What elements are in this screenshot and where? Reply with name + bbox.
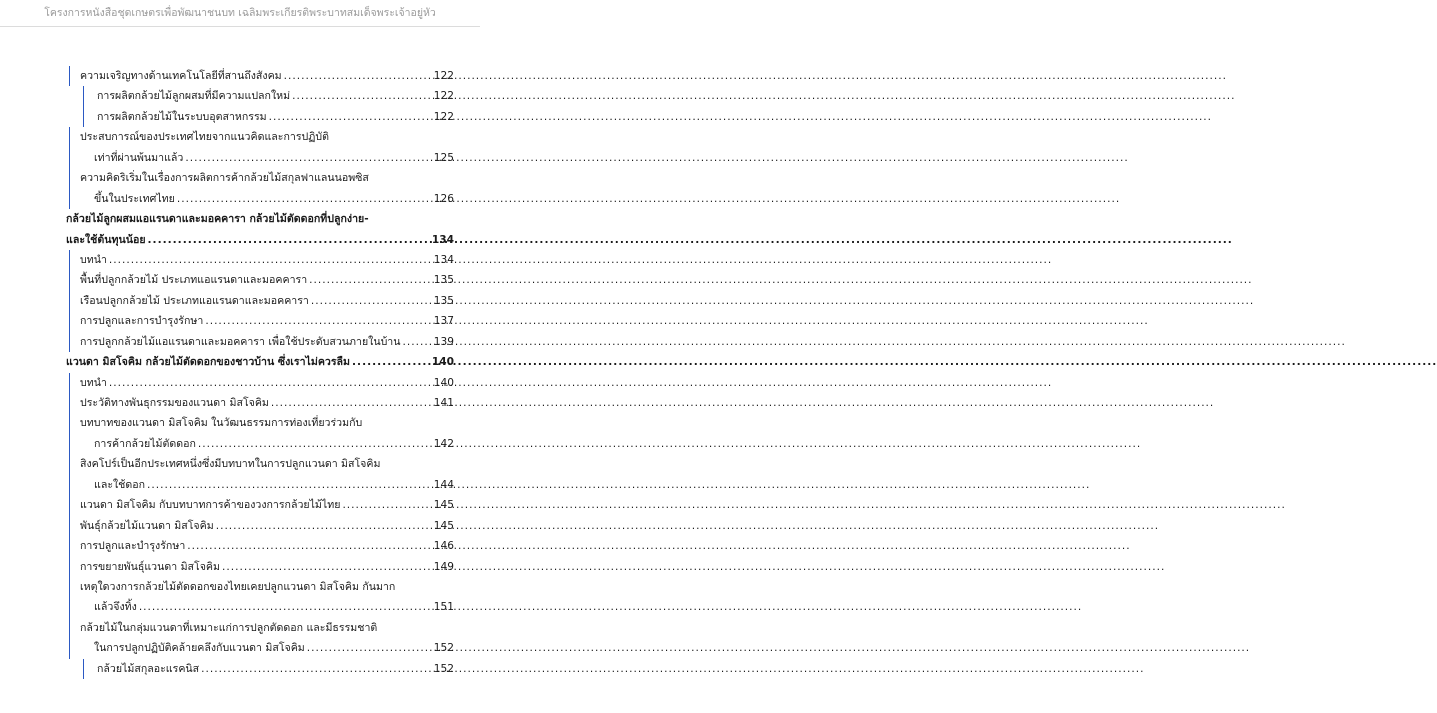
toc-entry-title: เหตุใดวงการกล้วยไม้ตัดดอกของไทยเคยปลูกแวนดา มิสโจคิม กันมาก <box>80 580 396 593</box>
toc-entry-line <box>0 209 454 229</box>
toc-page-number: 149 <box>433 560 454 573</box>
margin-rule <box>69 516 70 536</box>
toc-page-number: 135 <box>433 294 454 307</box>
dot-leader <box>350 352 428 372</box>
toc-entry-title: กล้วยไม้ในกลุ่มแวนดาที่เหมาะแก่การปลูกตัดดอก และมีธรรมชาติ <box>80 621 378 634</box>
toc-entry-title: สิงคโปร์เป็นอีกประเทศหนึ่งซึ่งมีบทบาทในการปลูกแวนดา มิสโจคิม <box>80 458 381 471</box>
toc-page-number: 135 <box>433 274 454 287</box>
margin-rule <box>69 618 70 659</box>
toc-entry-title: ในการปลูกปฏิบัติคล้ายคลึงกับแวนดา มิสโจคิม <box>94 642 305 655</box>
toc-page-number: 141 <box>433 397 454 409</box>
toc-page-number: 142 <box>433 437 454 450</box>
toc-entry-title: และใช้ต้นทุนน้อย <box>66 233 146 246</box>
toc-entry-title: การปลูกกล้วยไม้แอแรนดาและมอคคารา เพื่อใช้ประดับสวนภายในบ้าน <box>80 335 401 348</box>
toc-entry-title: ประสบการณ์ของประเทศไทยจากแนวคิดและการปฏิบัติ <box>80 131 329 144</box>
toc-entry <box>0 168 480 209</box>
toc-page-number: 144 <box>433 478 454 491</box>
toc-entry <box>0 373 480 393</box>
dot-leader <box>175 189 428 209</box>
toc-entry-title: พื้นที่ปลูกกล้วยไม้ ประเภทแอแรนดาและมอคคารา <box>80 274 308 287</box>
margin-rule <box>69 536 70 556</box>
table-of-contents <box>0 66 480 679</box>
margin-rule <box>69 291 70 311</box>
toc-entry <box>0 495 480 515</box>
toc-page-number: 126 <box>433 192 454 205</box>
toc-entry-title: แวนดา มิสโจคิม กล้วยไม้ตัดดอกของชาวบ้าน ซึ่งเราไม่ควรลืม <box>66 356 351 369</box>
toc-entry-title: ประวัติทางพันธุกรรมของแวนดา มิสโจคิม <box>80 397 269 409</box>
running-header: โครงการหนังสือชุดเกษตรเพื่อพัฒนาชนบท เฉลิมพระเกียรติพระบาทสมเด็จพระเจ้าอยู่หัว <box>0 0 480 27</box>
dot-leader <box>146 230 428 250</box>
toc-chapter <box>0 209 480 250</box>
toc-entry <box>0 413 480 454</box>
toc-entry-title: การปลูกและการบำรุงรักษา <box>80 315 204 328</box>
dot-leader <box>307 270 428 290</box>
toc-entry <box>0 66 480 86</box>
toc-entry-line <box>0 659 454 679</box>
dot-leader <box>269 393 428 413</box>
toc-entry-title: กล้วยไม้สกุลอะแรคนิส <box>97 662 200 675</box>
dot-leader <box>183 148 428 168</box>
toc-entry <box>0 107 480 127</box>
toc-entry-title: การปลูกและบำรุงรักษา <box>80 540 186 553</box>
margin-rule <box>69 270 70 290</box>
margin-rule <box>69 393 70 413</box>
toc-page-number: 146 <box>433 540 454 553</box>
dot-leader <box>305 638 428 658</box>
toc-page-number: 140 <box>431 356 454 369</box>
toc-entry-title: เรือนปลูกกล้วยไม้ ประเภทแอแรนดาและมอคคารา <box>80 294 309 307</box>
margin-rule <box>69 413 70 454</box>
toc-page-number: 139 <box>433 335 454 348</box>
toc-chapter <box>0 352 480 372</box>
toc-entry-title: เท่าที่ผ่านพ้นมาแล้ว <box>94 151 184 164</box>
toc-entry-title: ความคิดริเริ่มในเรื่องการผลิตการค้ากล้วยไม้สกุลฟาแลนนอพซิส <box>80 172 369 185</box>
toc-entry-title: บทบาทของแวนดา มิสโจคิม ในวัฒนธรรมการท่องเที่ยวร่วมกับ <box>80 417 363 430</box>
toc-entry <box>0 516 480 536</box>
toc-page-number: 125 <box>433 151 454 164</box>
toc-page-number: 145 <box>433 499 454 512</box>
dot-leader <box>145 475 428 495</box>
toc-page-number: 137 <box>433 315 454 328</box>
toc-page-number: 122 <box>433 110 454 123</box>
toc-entry-title: กล้วยไม้ลูกผสมแอแรนดาและมอคคารา กล้วยไม้ตัดดอกที่ปลูกง่าย- <box>66 213 369 226</box>
dot-leader <box>107 250 428 270</box>
toc-entry <box>0 270 480 290</box>
dot-leader <box>400 332 428 352</box>
toc-entry <box>0 250 480 270</box>
margin-rule <box>69 495 70 515</box>
dot-leader <box>290 86 428 106</box>
toc-entry <box>0 536 480 556</box>
margin-rule <box>69 373 70 393</box>
toc-entry-line <box>0 86 454 106</box>
toc-page-number: 152 <box>433 662 454 675</box>
dot-leader <box>196 434 428 454</box>
margin-rule <box>69 127 70 168</box>
margin-rule <box>69 332 70 352</box>
toc-entry-line <box>0 352 454 372</box>
toc-entry-title: ความเจริญทางด้านเทคโนโลยีที่สานถึงสังคม <box>80 70 282 82</box>
toc-page-number: 134 <box>433 253 454 266</box>
toc-entry-title: และใช้ดอก <box>94 478 146 491</box>
margin-rule <box>69 454 70 495</box>
toc-entry <box>0 291 480 311</box>
toc-page-number: 145 <box>433 519 454 532</box>
dot-leader <box>220 557 428 577</box>
toc-entry <box>0 393 480 413</box>
toc-entry-title: การขยายพันธุ์แวนดา มิสโจคิม <box>80 560 220 573</box>
toc-entry <box>0 577 480 618</box>
margin-rule <box>83 86 84 106</box>
margin-rule <box>83 659 84 679</box>
margin-rule <box>69 577 70 618</box>
dot-leader <box>282 66 428 86</box>
toc-entry <box>0 618 480 659</box>
toc-page-number: 151 <box>433 601 454 614</box>
toc-entry-title: บทนำ <box>80 253 107 266</box>
toc-entry-title: บทนำ <box>80 376 107 389</box>
toc-entry <box>0 454 480 495</box>
margin-rule <box>69 250 70 270</box>
dot-leader <box>340 495 428 515</box>
toc-entry <box>0 86 480 106</box>
toc-entry-title: การผลิตกล้วยไม้ลูกผสมที่มีความแปลกใหม่ <box>97 90 291 103</box>
toc-page-number: 122 <box>433 90 454 103</box>
toc-entry-line <box>0 107 454 127</box>
toc-entry-title: การค้ากล้วยไม้ตัดดอก <box>94 437 196 450</box>
toc-entry <box>0 127 480 168</box>
toc-entry-title: แล้วจึงทิ้ง <box>94 601 137 614</box>
toc-entry-title: แวนดา มิสโจคิม กับบทบาทการค้าของวงการกล้วยไม้ไทย <box>80 499 341 512</box>
margin-rule <box>69 311 70 331</box>
toc-entry <box>0 311 480 331</box>
dot-leader <box>309 291 428 311</box>
toc-entry <box>0 332 480 352</box>
toc-page-number: 134 <box>431 233 454 246</box>
toc-entry-title: พันธุ์กล้วยไม้แวนดา มิสโจคิม <box>80 519 214 532</box>
toc-entry-line <box>0 230 454 250</box>
margin-rule <box>69 168 70 209</box>
dot-leader <box>267 107 428 127</box>
margin-rule <box>69 557 70 577</box>
toc-page-number: 122 <box>433 70 454 82</box>
dot-leader <box>203 311 428 331</box>
dot-leader <box>199 659 428 679</box>
dot-leader <box>214 516 428 536</box>
toc-entry-title: ขึ้นในประเทศไทย <box>94 192 175 205</box>
dot-leader <box>107 373 428 393</box>
margin-rule <box>69 66 70 86</box>
dot-leader <box>185 536 428 556</box>
toc-entry <box>0 659 480 679</box>
toc-entry <box>0 557 480 577</box>
toc-page-number: 140 <box>433 376 454 389</box>
toc-entry-title: การผลิตกล้วยไม้ในระบบอุตสาหกรรม <box>97 110 267 123</box>
dot-leader <box>137 597 428 617</box>
toc-page-number: 152 <box>433 642 454 655</box>
margin-rule <box>83 107 84 127</box>
